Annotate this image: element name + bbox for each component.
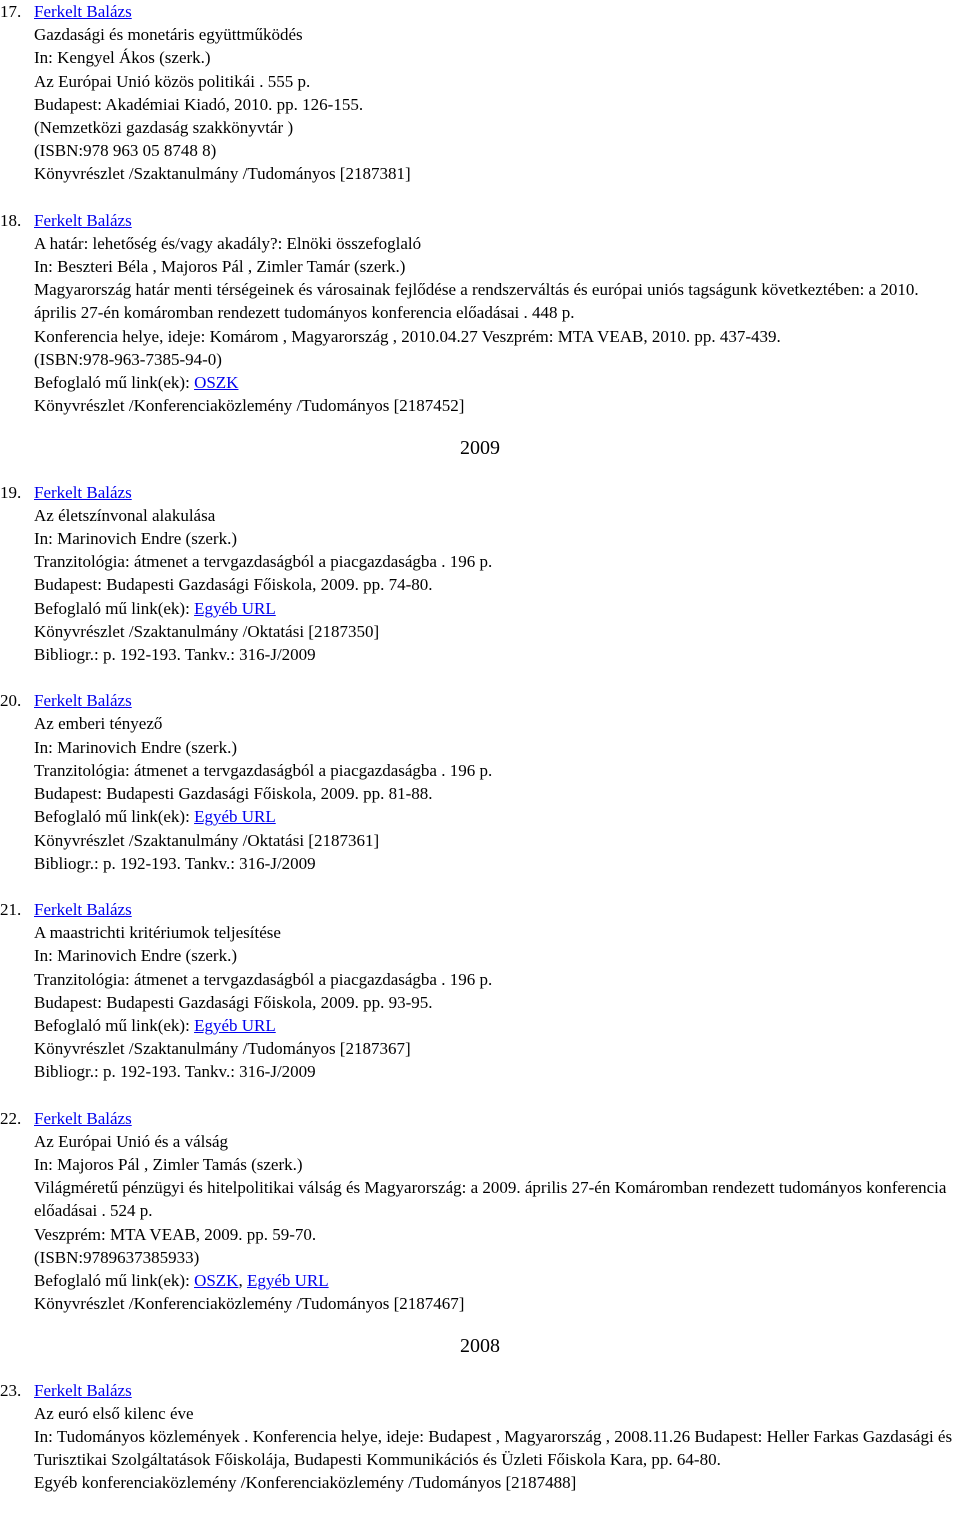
host-work-link[interactable]: Egyéb URL	[246, 1270, 329, 1290]
entry-detail-line: Budapest: Budapesti Gazdasági Főiskola, 2009. pp. 74-80.	[34, 575, 433, 595]
entry-detail-line: (ISBN:978-963-7385-94-0)	[34, 349, 222, 369]
year-heading-2008: 2008	[460, 1335, 500, 1358]
entry-detail-line: In: Marinovich Endre (szerk.)	[34, 529, 237, 549]
host-work-link[interactable]: OSZK	[194, 1270, 239, 1290]
author-line	[34, 1379, 960, 1402]
author-link[interactable]: Ferkelt Balázs	[34, 899, 132, 919]
entry-detail-line: Tranzitológia: átmenet a tervgazdaságból a piacgazdaságba . 196 p.	[34, 969, 493, 989]
entry-detail-line: Budapest: Akadémiai Kiadó, 2010. pp. 126-155.	[34, 94, 364, 114]
host-work-links	[34, 371, 960, 394]
entry-number: 22.	[0, 1108, 22, 1128]
entry-classification-line: Könyvrészlet /Szaktanulmány /Tudományos [2187367]	[34, 1039, 411, 1059]
entry-detail-line: Egyéb konferenciaközlemény /Konferenciaközlemény /Tudományos [2187488]	[34, 1473, 577, 1493]
host-work-link[interactable]: Egyéb URL	[194, 807, 276, 827]
entry-number: 23.	[0, 1380, 22, 1400]
entry-detail-line: Konferencia helye, ideje: Komárom , Magyarország , 2010.04.27 Veszprém: MTA VEAB, 2010. pp. 437-439.	[34, 326, 781, 346]
host-work-links	[34, 597, 960, 620]
publication-entry	[0, 481, 960, 667]
entry-detail-line: Budapest: Budapesti Gazdasági Főiskola, 2009. pp. 81-88.	[34, 784, 433, 804]
entry-detail-line: (Nemzetközi gazdaság szakkönyvtár )	[34, 118, 294, 138]
entry-classification-line: Könyvrészlet /Konferenciaközlemény /Tudományos [2187467]	[34, 1294, 465, 1314]
host-work-links-label: Befoglaló mű link(ek):	[34, 1015, 195, 1035]
host-work-link[interactable]: Egyéb URL	[194, 1015, 276, 1035]
entry-number: 20.	[0, 691, 22, 711]
year-heading-2009: 2009	[460, 437, 500, 460]
year-block-2010	[0, 0, 960, 417]
host-work-links	[34, 805, 960, 828]
entry-detail-line: Tranzitológia: átmenet a tervgazdaságból a piacgazdaságba . 196 p.	[34, 760, 493, 780]
entry-detail-line: Az életszínvonal alakulása	[34, 505, 216, 525]
host-work-links-label: Befoglaló mű link(ek):	[34, 373, 195, 393]
entry-detail-line: A határ: lehetőség és/vagy akadály?: Elnöki összefoglaló	[34, 233, 422, 253]
entry-detail-line: (ISBN:978 963 05 8748 8)	[34, 141, 217, 161]
entry-classification-line: Bibliogr.: p. 192-193. Tankv.: 316-J/2009	[34, 853, 316, 873]
entry-detail-line: In: Beszteri Béla , Majoros Pál , Zimler Tamár (szerk.)	[34, 257, 406, 277]
author-link[interactable]: Ferkelt Balázs	[34, 1108, 132, 1128]
entry-detail-line: A maastrichti kritériumok teljesítése	[34, 923, 281, 943]
entry-detail-line: In: Tudományos közlemények . Konferencia helye, ideje: Budapest , Magyarország , 2008.11.26 Budapest: Heller Farkas Gazdasági és Turisztikai Szolgáltatások Főiskolája, Budapesti Kommunikációs és Üzleti Főiskola Kara, pp. 64-80.	[34, 1426, 953, 1470]
author-line	[34, 481, 960, 504]
entry-detail-line: Veszprém: MTA VEAB, 2009. pp. 59-70.	[34, 1224, 317, 1244]
entry-detail-line: Az euró első kilenc éve	[34, 1403, 194, 1423]
author-link[interactable]: Ferkelt Balázs	[34, 2, 132, 21]
author-link[interactable]: Ferkelt Balázs	[34, 1380, 132, 1400]
publication-entry	[0, 209, 960, 418]
year-block-2008	[0, 1379, 960, 1495]
author-line	[34, 209, 960, 232]
entry-number: 17.	[0, 2, 22, 21]
entry-classification-line: Könyvrészlet /Szaktanulmány /Oktatási [2187350]	[34, 621, 380, 641]
entry-detail-line: Gazdasági és monetáris együttműködés	[34, 25, 303, 45]
author-link[interactable]: Ferkelt Balázs	[34, 691, 132, 711]
entry-number: 18.	[0, 210, 22, 230]
host-work-links-label: Befoglaló mű link(ek):	[34, 807, 195, 827]
host-work-link[interactable]: OSZK	[194, 373, 239, 393]
entry-detail-line: In: Kengyel Ákos (szerk.)	[34, 48, 211, 68]
entry-classification-line: Könyvrészlet /Konferenciaközlemény /Tudományos [2187452]	[34, 396, 465, 416]
publication-entry	[0, 1107, 960, 1316]
entry-detail-line: In: Marinovich Endre (szerk.)	[34, 737, 237, 757]
entry-detail-line: Tranzitológia: átmenet a tervgazdaságból a piacgazdaságba . 196 p.	[34, 552, 493, 572]
author-line	[34, 689, 960, 712]
entry-detail-line: Az Európai Unió és a válság	[34, 1131, 229, 1151]
entry-classification-line: Bibliogr.: p. 192-193. Tankv.: 316-J/2009	[34, 645, 316, 665]
host-work-links: Befoglaló mű link(ek): OSZK, Egyéb URL	[34, 1270, 329, 1290]
year-block-2009	[0, 481, 960, 1316]
entry-detail-line: In: Marinovich Endre (szerk.)	[34, 946, 237, 966]
entry-detail-line: Világméretű pénzügyi és hitelpolitikai válság és Magyarország: a 2009. április 27-én Komáromban rendezett tudományos konferencia előadásai . 524 p.	[34, 1178, 947, 1221]
author-link[interactable]: Ferkelt Balázs	[34, 482, 132, 502]
host-work-links-label: Befoglaló mű link(ek):	[34, 598, 195, 618]
host-work-link[interactable]: Egyéb URL	[194, 598, 276, 618]
entry-detail-line: Az emberi tényező	[34, 714, 163, 734]
entry-number: 21.	[0, 899, 22, 919]
entry-detail-line: Budapest: Budapesti Gazdasági Főiskola, 2009. pp. 93-95.	[34, 992, 433, 1012]
author-line	[34, 0, 960, 23]
publication-entry	[0, 898, 960, 1084]
entry-detail-line: (ISBN:9789637385933)	[34, 1247, 200, 1267]
author-line	[34, 1107, 960, 1130]
entry-detail-line: Az Európai Unió közös politikái . 555 p.	[34, 71, 311, 91]
entry-detail-line: In: Majoros Pál , Zimler Tamás (szerk.)	[34, 1154, 303, 1174]
publication-entry	[0, 0, 960, 186]
author-link[interactable]: Ferkelt Balázs	[34, 210, 132, 230]
entry-detail-line: Könyvrészlet /Szaktanulmány /Tudományos [2187381]	[34, 164, 411, 184]
entry-classification-line: Bibliogr.: p. 192-193. Tankv.: 316-J/2009	[34, 1062, 316, 1082]
host-work-links	[34, 1014, 960, 1037]
publication-entry	[0, 1379, 960, 1495]
host-work-links-label: Befoglaló mű link(ek):	[34, 1270, 195, 1290]
author-line	[34, 898, 960, 921]
publication-entry	[0, 689, 960, 875]
entry-number: 19.	[0, 482, 22, 502]
entry-detail-line: Magyarország határ menti térségeinek és városainak fejlődése a rendszerváltás és európai uniós tagságunk következtében: a 2010. április 27-én komáromban rendezett tudományos konferencia előadásai . 448 p.	[34, 280, 919, 323]
entry-classification-line: Könyvrészlet /Szaktanulmány /Oktatási [2187361]	[34, 830, 380, 850]
